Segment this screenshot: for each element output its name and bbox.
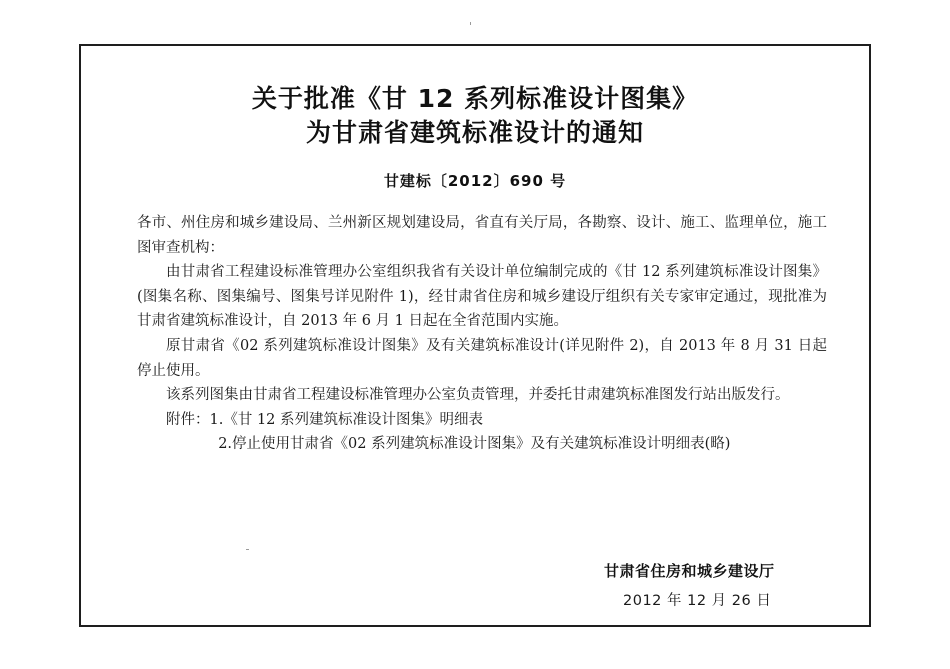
document-title-line-2: 为甘肃省建筑标准设计的通知: [305, 118, 644, 147]
attachment-1: 附件：1.《甘 12 系列建筑标准设计图集》明细表: [166, 411, 484, 428]
scan-speck: [470, 22, 471, 25]
document-body: [137, 211, 827, 457]
addressee: 各市、州住房和城乡建设局、兰州新区规划建设局，省直有关厅局，各勘察、设计、施工、监理单位，施工图审查机构：: [137, 215, 827, 256]
paragraph-discontinue: 原甘肃省《02 系列建筑标准设计图集》及有关建筑标准设计(详见附件 2)，自 2013 年 8 月 31 日起停止使用。: [137, 337, 827, 379]
document-title-line-1: 关于批准《甘 12 系列标准设计图集》: [251, 84, 699, 113]
paragraph-management: 该系列图集由甘肃省工程建设标准管理办公室负责管理，并委托甘肃建筑标准图发行站出版发行。: [166, 387, 790, 404]
paragraph-approval: 由甘肃省工程建设标准管理办公室组织我省有关设计单位编制完成的《甘 12 系列建筑标准设计图集》(图集名称、图集编号、图集号详见附件 1)，经甘肃省住房和城乡建设厅组织有关专家审定通过，现批准为甘肃省建筑标准设计，自 2013 年 6 月 1 日起在全省范围内实施。: [137, 264, 827, 330]
document-number: 甘建标〔2012〕690 号: [383, 172, 567, 190]
issue-date: 2012 年 12 月 26 日: [623, 593, 772, 609]
issuing-authority: 甘肃省住房和城乡建设厅: [604, 562, 775, 580]
scan-speck: [246, 549, 249, 550]
attachment-2: 2.停止使用甘肃省《02 系列建筑标准设计图集》及有关建筑标准设计明细表(略): [218, 436, 731, 453]
